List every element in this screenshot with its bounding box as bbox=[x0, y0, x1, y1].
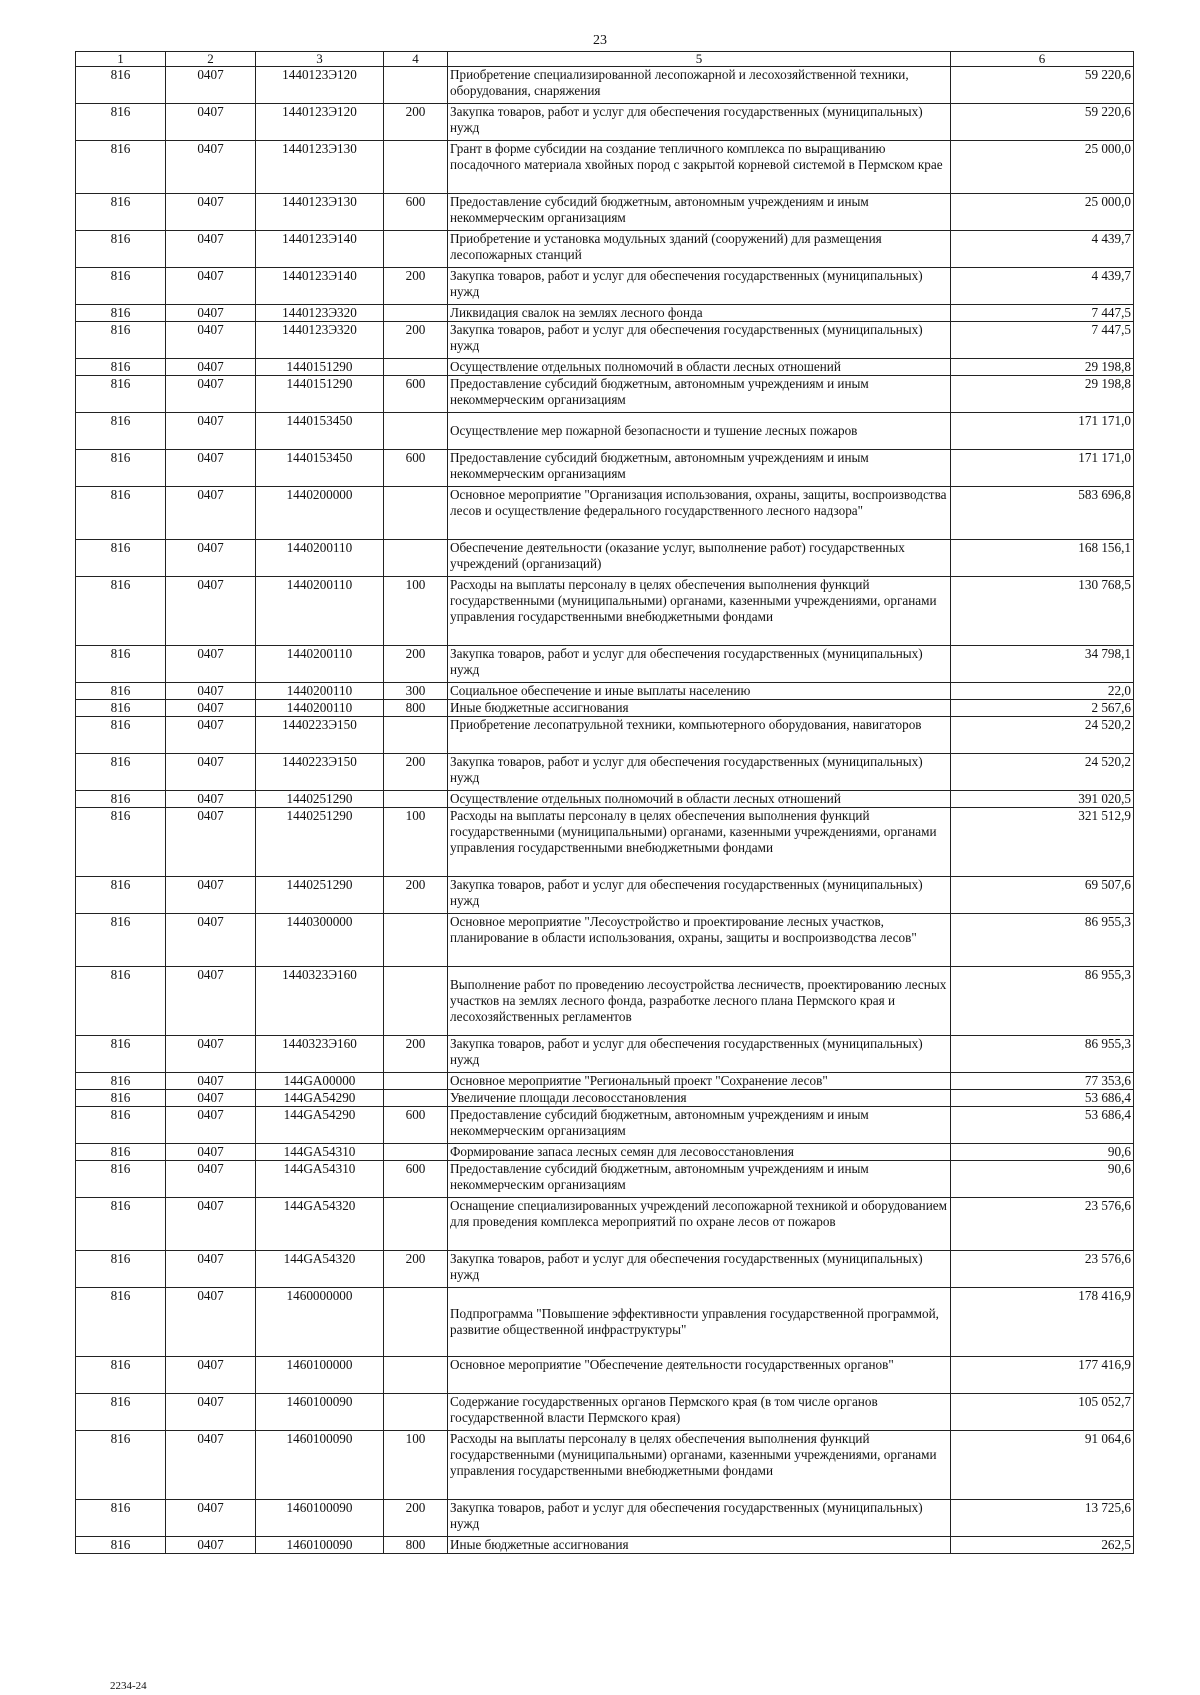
amount: 53 686,4 bbox=[951, 1090, 1134, 1107]
expense-description: Подпрограмма "Повышение эффективности управления государственной программой, развитие общественной инфраструктуры" bbox=[448, 1288, 951, 1357]
expense-type-code bbox=[384, 717, 448, 754]
expense-description: Предоставление субсидий бюджетным, автономным учреждениям и иным некоммерческим организациям bbox=[448, 194, 951, 231]
target-article-code: 1460100090 bbox=[256, 1431, 384, 1500]
table-row bbox=[76, 1090, 1134, 1107]
section-code: 0407 bbox=[166, 877, 256, 914]
table-row bbox=[76, 1288, 1134, 1357]
column-header: 6 bbox=[951, 52, 1134, 67]
expense-type-code bbox=[384, 487, 448, 540]
table-row bbox=[76, 683, 1134, 700]
section-code: 0407 bbox=[166, 1144, 256, 1161]
expense-description: Закупка товаров, работ и услуг для обеспечения государственных (муниципальных) нужд bbox=[448, 322, 951, 359]
expense-type-code: 200 bbox=[384, 1500, 448, 1537]
table-row bbox=[76, 967, 1134, 1036]
expense-type-code: 800 bbox=[384, 700, 448, 717]
expense-type-code bbox=[384, 1357, 448, 1394]
expense-description: Осуществление отдельных полномочий в области лесных отношений bbox=[448, 359, 951, 376]
expense-description: Оснащение специализированных учреждений лесопожарной техникой и оборудованием для проведения комплекса мероприятий по охране лесов от пожаров bbox=[448, 1198, 951, 1251]
section-code: 0407 bbox=[166, 577, 256, 646]
expense-description: Обеспечение деятельности (оказание услуг, выполнение работ) государственных учреждений (организаций) bbox=[448, 540, 951, 577]
section-code: 0407 bbox=[166, 1107, 256, 1144]
ministry-code: 816 bbox=[76, 376, 166, 413]
expense-type-code: 200 bbox=[384, 322, 448, 359]
table-row bbox=[76, 1073, 1134, 1090]
section-code: 0407 bbox=[166, 487, 256, 540]
table-row bbox=[76, 268, 1134, 305]
expense-type-code bbox=[384, 1198, 448, 1251]
ministry-code: 816 bbox=[76, 231, 166, 268]
target-article-code: 1440323Э160 bbox=[256, 1036, 384, 1073]
amount: 91 064,6 bbox=[951, 1431, 1134, 1500]
target-article-code: 1440151290 bbox=[256, 376, 384, 413]
amount: 90,6 bbox=[951, 1161, 1134, 1198]
section-code: 0407 bbox=[166, 791, 256, 808]
target-article-code: 1440200110 bbox=[256, 683, 384, 700]
amount: 171 171,0 bbox=[951, 413, 1134, 450]
section-code: 0407 bbox=[166, 914, 256, 967]
table-row bbox=[76, 1198, 1134, 1251]
target-article-code: 1460100090 bbox=[256, 1537, 384, 1554]
expense-description: Закупка товаров, работ и услуг для обеспечения государственных (муниципальных) нужд bbox=[448, 268, 951, 305]
expense-description: Закупка товаров, работ и услуг для обеспечения государственных (муниципальных) нужд bbox=[448, 1251, 951, 1288]
table-row bbox=[76, 376, 1134, 413]
target-article-code: 1440151290 bbox=[256, 359, 384, 376]
table-row bbox=[76, 413, 1134, 450]
amount: 391 020,5 bbox=[951, 791, 1134, 808]
expense-type-code: 100 bbox=[384, 577, 448, 646]
column-header: 3 bbox=[256, 52, 384, 67]
amount: 321 512,9 bbox=[951, 808, 1134, 877]
expense-type-code bbox=[384, 359, 448, 376]
section-code: 0407 bbox=[166, 1036, 256, 1073]
target-article-code: 1460100090 bbox=[256, 1394, 384, 1431]
target-article-code: 144GA54320 bbox=[256, 1251, 384, 1288]
expense-type-code: 200 bbox=[384, 877, 448, 914]
expense-type-code bbox=[384, 67, 448, 104]
table-row bbox=[76, 359, 1134, 376]
section-code: 0407 bbox=[166, 1431, 256, 1500]
amount: 69 507,6 bbox=[951, 877, 1134, 914]
target-article-code: 1440153450 bbox=[256, 413, 384, 450]
expense-type-code bbox=[384, 967, 448, 1036]
expense-description: Основное мероприятие "Региональный проект "Сохранение лесов" bbox=[448, 1073, 951, 1090]
table-row bbox=[76, 1357, 1134, 1394]
section-code: 0407 bbox=[166, 540, 256, 577]
expense-type-code bbox=[384, 1288, 448, 1357]
amount: 7 447,5 bbox=[951, 322, 1134, 359]
ministry-code: 816 bbox=[76, 967, 166, 1036]
section-code: 0407 bbox=[166, 808, 256, 877]
expense-description: Увеличение площади лесовосстановления bbox=[448, 1090, 951, 1107]
table-row bbox=[76, 67, 1134, 104]
ministry-code: 816 bbox=[76, 808, 166, 877]
ministry-code: 816 bbox=[76, 1537, 166, 1554]
expense-type-code bbox=[384, 1073, 448, 1090]
expense-description: Иные бюджетные ассигнования bbox=[448, 1537, 951, 1554]
amount: 25 000,0 bbox=[951, 194, 1134, 231]
expense-type-code bbox=[384, 540, 448, 577]
target-article-code: 1460100090 bbox=[256, 1500, 384, 1537]
expense-type-code: 600 bbox=[384, 194, 448, 231]
target-article-code: 1460100000 bbox=[256, 1357, 384, 1394]
section-code: 0407 bbox=[166, 967, 256, 1036]
amount: 130 768,5 bbox=[951, 577, 1134, 646]
expense-type-code: 100 bbox=[384, 1431, 448, 1500]
ministry-code: 816 bbox=[76, 322, 166, 359]
expense-description: Основное мероприятие "Организация использования, охраны, защиты, воспроизводства лесов и осуществление федерального государственного лесного надзора" bbox=[448, 487, 951, 540]
expense-type-code: 800 bbox=[384, 1537, 448, 1554]
target-article-code: 1440300000 bbox=[256, 914, 384, 967]
table-row bbox=[76, 914, 1134, 967]
ministry-code: 816 bbox=[76, 577, 166, 646]
budget-table bbox=[75, 51, 1134, 1554]
target-article-code: 1440323Э160 bbox=[256, 967, 384, 1036]
ministry-code: 816 bbox=[76, 305, 166, 322]
table-row bbox=[76, 1107, 1134, 1144]
amount: 178 416,9 bbox=[951, 1288, 1134, 1357]
ministry-code: 816 bbox=[76, 1107, 166, 1144]
ministry-code: 816 bbox=[76, 1394, 166, 1431]
ministry-code: 816 bbox=[76, 141, 166, 194]
ministry-code: 816 bbox=[76, 194, 166, 231]
column-header: 5 bbox=[448, 52, 951, 67]
ministry-code: 816 bbox=[76, 646, 166, 683]
section-code: 0407 bbox=[166, 376, 256, 413]
expense-description: Предоставление субсидий бюджетным, автономным учреждениям и иным некоммерческим организациям bbox=[448, 1161, 951, 1198]
ministry-code: 816 bbox=[76, 450, 166, 487]
amount: 29 198,8 bbox=[951, 359, 1134, 376]
ministry-code: 816 bbox=[76, 1288, 166, 1357]
table-row bbox=[76, 877, 1134, 914]
amount: 29 198,8 bbox=[951, 376, 1134, 413]
expense-description: Выполнение работ по проведению лесоустройства лесничеств, проектированию лесных участков на землях лесного фонда, разработке лесного плана Пермского края и лесохозяйственных регламентов bbox=[448, 967, 951, 1036]
expense-description: Грант в форме субсидии на создание тепличного комплекса по выращиванию посадочного материала хвойных пород с закрытой корневой системой в Пермском крае bbox=[448, 141, 951, 194]
ministry-code: 816 bbox=[76, 1431, 166, 1500]
expense-type-code: 300 bbox=[384, 683, 448, 700]
section-code: 0407 bbox=[166, 646, 256, 683]
amount: 4 439,7 bbox=[951, 268, 1134, 305]
expense-description: Социальное обеспечение и иные выплаты населению bbox=[448, 683, 951, 700]
target-article-code: 1440200110 bbox=[256, 646, 384, 683]
expense-description: Основное мероприятие "Обеспечение деятельности государственных органов" bbox=[448, 1357, 951, 1394]
expense-description: Расходы на выплаты персоналу в целях обеспечения выполнения функций государственными (муниципальными) органами, казенными учреждениями, органами управления государственными внебюджетными фондами bbox=[448, 1431, 951, 1500]
ministry-code: 816 bbox=[76, 1251, 166, 1288]
target-article-code: 144GA54310 bbox=[256, 1144, 384, 1161]
table-row bbox=[76, 194, 1134, 231]
expense-type-code: 200 bbox=[384, 1251, 448, 1288]
column-header: 1 bbox=[76, 52, 166, 67]
section-code: 0407 bbox=[166, 322, 256, 359]
table-row bbox=[76, 754, 1134, 791]
section-code: 0407 bbox=[166, 104, 256, 141]
expense-description: Приобретение специализированной лесопожарной и лесохозяйственной техники, оборудования, снаряжения bbox=[448, 67, 951, 104]
table-row bbox=[76, 1161, 1134, 1198]
expense-type-code: 200 bbox=[384, 268, 448, 305]
amount: 583 696,8 bbox=[951, 487, 1134, 540]
amount: 2 567,6 bbox=[951, 700, 1134, 717]
target-article-code: 144GA54290 bbox=[256, 1090, 384, 1107]
section-code: 0407 bbox=[166, 754, 256, 791]
table-row bbox=[76, 231, 1134, 268]
table-body bbox=[76, 67, 1134, 1554]
amount: 59 220,6 bbox=[951, 67, 1134, 104]
section-code: 0407 bbox=[166, 700, 256, 717]
ministry-code: 816 bbox=[76, 1357, 166, 1394]
amount: 177 416,9 bbox=[951, 1357, 1134, 1394]
target-article-code: 1440251290 bbox=[256, 791, 384, 808]
amount: 4 439,7 bbox=[951, 231, 1134, 268]
target-article-code: 1440200110 bbox=[256, 577, 384, 646]
amount: 24 520,2 bbox=[951, 717, 1134, 754]
target-article-code: 1440223Э150 bbox=[256, 754, 384, 791]
table-row bbox=[76, 1537, 1134, 1554]
section-code: 0407 bbox=[166, 1161, 256, 1198]
expense-type-code bbox=[384, 791, 448, 808]
document-code: 2234-24 bbox=[110, 1680, 147, 1692]
expense-type-code: 600 bbox=[384, 376, 448, 413]
section-code: 0407 bbox=[166, 268, 256, 305]
ministry-code: 816 bbox=[76, 104, 166, 141]
section-code: 0407 bbox=[166, 67, 256, 104]
expense-type-code bbox=[384, 1090, 448, 1107]
amount: 23 576,6 bbox=[951, 1198, 1134, 1251]
amount: 7 447,5 bbox=[951, 305, 1134, 322]
section-code: 0407 bbox=[166, 1073, 256, 1090]
expense-type-code: 600 bbox=[384, 1107, 448, 1144]
table-row bbox=[76, 1251, 1134, 1288]
table-row bbox=[76, 717, 1134, 754]
expense-type-code bbox=[384, 1144, 448, 1161]
section-code: 0407 bbox=[166, 231, 256, 268]
expense-type-code: 100 bbox=[384, 808, 448, 877]
expense-description: Формирование запаса лесных семян для лесовосстановления bbox=[448, 1144, 951, 1161]
table-row bbox=[76, 305, 1134, 322]
amount: 105 052,7 bbox=[951, 1394, 1134, 1431]
ministry-code: 816 bbox=[76, 487, 166, 540]
expense-description: Расходы на выплаты персоналу в целях обеспечения выполнения функций государственными (муниципальными) органами, казенными учреждениями, органами управления государственными внебюджетными фондами bbox=[448, 577, 951, 646]
expense-description: Приобретение лесопатрульной техники, компьютерного оборудования, навигаторов bbox=[448, 717, 951, 754]
table-row bbox=[76, 791, 1134, 808]
amount: 59 220,6 bbox=[951, 104, 1134, 141]
section-code: 0407 bbox=[166, 413, 256, 450]
table-row bbox=[76, 1431, 1134, 1500]
expense-description: Предоставление субсидий бюджетным, автономным учреждениям и иным некоммерческим организациям bbox=[448, 376, 951, 413]
target-article-code: 144GA54320 bbox=[256, 1198, 384, 1251]
section-code: 0407 bbox=[166, 450, 256, 487]
table-row bbox=[76, 540, 1134, 577]
amount: 22,0 bbox=[951, 683, 1134, 700]
section-code: 0407 bbox=[166, 305, 256, 322]
table-row bbox=[76, 808, 1134, 877]
target-article-code: 1440200110 bbox=[256, 540, 384, 577]
target-article-code: 1440251290 bbox=[256, 877, 384, 914]
table-row bbox=[76, 1500, 1134, 1537]
expense-type-code bbox=[384, 413, 448, 450]
amount: 86 955,3 bbox=[951, 967, 1134, 1036]
section-code: 0407 bbox=[166, 1251, 256, 1288]
table-row bbox=[76, 646, 1134, 683]
expense-description: Основное мероприятие "Лесоустройство и проектирование лесных участков, планирование в области использования, охраны, защиты и воспроизводства лесов" bbox=[448, 914, 951, 967]
expense-description: Закупка товаров, работ и услуг для обеспечения государственных (муниципальных) нужд bbox=[448, 1036, 951, 1073]
table-row bbox=[76, 1036, 1134, 1073]
expense-description: Закупка товаров, работ и услуг для обеспечения государственных (муниципальных) нужд bbox=[448, 877, 951, 914]
section-code: 0407 bbox=[166, 1198, 256, 1251]
ministry-code: 816 bbox=[76, 754, 166, 791]
section-code: 0407 bbox=[166, 1090, 256, 1107]
target-article-code: 144GA54310 bbox=[256, 1161, 384, 1198]
amount: 77 353,6 bbox=[951, 1073, 1134, 1090]
expense-type-code: 600 bbox=[384, 1161, 448, 1198]
section-code: 0407 bbox=[166, 359, 256, 376]
expense-description: Закупка товаров, работ и услуг для обеспечения государственных (муниципальных) нужд bbox=[448, 104, 951, 141]
ministry-code: 816 bbox=[76, 717, 166, 754]
target-article-code: 1440251290 bbox=[256, 808, 384, 877]
amount: 86 955,3 bbox=[951, 1036, 1134, 1073]
target-article-code: 1440123Э320 bbox=[256, 322, 384, 359]
expense-description: Иные бюджетные ассигнования bbox=[448, 700, 951, 717]
ministry-code: 816 bbox=[76, 1036, 166, 1073]
table-row bbox=[76, 1144, 1134, 1161]
target-article-code: 1460000000 bbox=[256, 1288, 384, 1357]
expense-type-code bbox=[384, 914, 448, 967]
expense-type-code bbox=[384, 231, 448, 268]
target-article-code: 1440200000 bbox=[256, 487, 384, 540]
ministry-code: 816 bbox=[76, 683, 166, 700]
ministry-code: 816 bbox=[76, 877, 166, 914]
section-code: 0407 bbox=[166, 1394, 256, 1431]
amount: 24 520,2 bbox=[951, 754, 1134, 791]
expense-type-code bbox=[384, 305, 448, 322]
ministry-code: 816 bbox=[76, 413, 166, 450]
target-article-code: 144GA00000 bbox=[256, 1073, 384, 1090]
table-header bbox=[76, 52, 1134, 67]
target-article-code: 1440123Э120 bbox=[256, 67, 384, 104]
ministry-code: 816 bbox=[76, 540, 166, 577]
amount: 13 725,6 bbox=[951, 1500, 1134, 1537]
expense-description: Закупка товаров, работ и услуг для обеспечения государственных (муниципальных) нужд bbox=[448, 1500, 951, 1537]
ministry-code: 816 bbox=[76, 1090, 166, 1107]
column-header: 2 bbox=[166, 52, 256, 67]
table-row bbox=[76, 577, 1134, 646]
section-code: 0407 bbox=[166, 1500, 256, 1537]
target-article-code: 144GA54290 bbox=[256, 1107, 384, 1144]
target-article-code: 1440123Э140 bbox=[256, 231, 384, 268]
target-article-code: 1440200110 bbox=[256, 700, 384, 717]
amount: 90,6 bbox=[951, 1144, 1134, 1161]
amount: 25 000,0 bbox=[951, 141, 1134, 194]
target-article-code: 1440123Э140 bbox=[256, 268, 384, 305]
table-row bbox=[76, 487, 1134, 540]
table-row bbox=[76, 104, 1134, 141]
expense-description: Закупка товаров, работ и услуг для обеспечения государственных (муниципальных) нужд bbox=[448, 754, 951, 791]
expense-description: Предоставление субсидий бюджетным, автономным учреждениям и иным некоммерческим организациям bbox=[448, 450, 951, 487]
ministry-code: 816 bbox=[76, 791, 166, 808]
target-article-code: 1440123Э320 bbox=[256, 305, 384, 322]
expense-type-code: 200 bbox=[384, 646, 448, 683]
amount: 34 798,1 bbox=[951, 646, 1134, 683]
amount: 168 156,1 bbox=[951, 540, 1134, 577]
ministry-code: 816 bbox=[76, 700, 166, 717]
expense-description: Осуществление мер пожарной безопасности и тушение лесных пожаров bbox=[448, 413, 951, 450]
target-article-code: 1440123Э120 bbox=[256, 104, 384, 141]
amount: 171 171,0 bbox=[951, 450, 1134, 487]
amount: 53 686,4 bbox=[951, 1107, 1134, 1144]
ministry-code: 816 bbox=[76, 1144, 166, 1161]
section-code: 0407 bbox=[166, 1537, 256, 1554]
section-code: 0407 bbox=[166, 1357, 256, 1394]
expense-type-code bbox=[384, 1394, 448, 1431]
expense-type-code: 200 bbox=[384, 1036, 448, 1073]
section-code: 0407 bbox=[166, 683, 256, 700]
ministry-code: 816 bbox=[76, 914, 166, 967]
target-article-code: 1440223Э150 bbox=[256, 717, 384, 754]
ministry-code: 816 bbox=[76, 1073, 166, 1090]
table-row bbox=[76, 700, 1134, 717]
expense-description: Закупка товаров, работ и услуг для обеспечения государственных (муниципальных) нужд bbox=[448, 646, 951, 683]
expense-description: Расходы на выплаты персоналу в целях обеспечения выполнения функций государственными (муниципальными) органами, казенными учреждениями, органами управления государственными внебюджетными фондами bbox=[448, 808, 951, 877]
expense-description: Осуществление отдельных полномочий в области лесных отношений bbox=[448, 791, 951, 808]
section-code: 0407 bbox=[166, 194, 256, 231]
table-row bbox=[76, 1394, 1134, 1431]
expense-description: Ликвидация свалок на землях лесного фонда bbox=[448, 305, 951, 322]
page-number: 23 bbox=[593, 33, 607, 48]
expense-type-code: 200 bbox=[384, 104, 448, 141]
expense-type-code: 600 bbox=[384, 450, 448, 487]
table-row bbox=[76, 450, 1134, 487]
table-row bbox=[76, 141, 1134, 194]
table-row bbox=[76, 322, 1134, 359]
ministry-code: 816 bbox=[76, 1198, 166, 1251]
target-article-code: 1440123Э130 bbox=[256, 141, 384, 194]
expense-description: Предоставление субсидий бюджетным, автономным учреждениям и иным некоммерческим организациям bbox=[448, 1107, 951, 1144]
expense-type-code bbox=[384, 141, 448, 194]
amount: 86 955,3 bbox=[951, 914, 1134, 967]
column-header: 4 bbox=[384, 52, 448, 67]
expense-type-code: 200 bbox=[384, 754, 448, 791]
ministry-code: 816 bbox=[76, 359, 166, 376]
ministry-code: 816 bbox=[76, 1161, 166, 1198]
ministry-code: 816 bbox=[76, 1500, 166, 1537]
expense-description: Содержание государственных органов Пермского края (в том числе органов государственной власти Пермского края) bbox=[448, 1394, 951, 1431]
ministry-code: 816 bbox=[76, 67, 166, 104]
target-article-code: 1440123Э130 bbox=[256, 194, 384, 231]
section-code: 0407 bbox=[166, 1288, 256, 1357]
expense-description: Приобретение и установка модульных зданий (сооружений) для размещения лесопожарных станций bbox=[448, 231, 951, 268]
section-code: 0407 bbox=[166, 141, 256, 194]
ministry-code: 816 bbox=[76, 268, 166, 305]
target-article-code: 1440153450 bbox=[256, 450, 384, 487]
section-code: 0407 bbox=[166, 717, 256, 754]
amount: 262,5 bbox=[951, 1537, 1134, 1554]
amount: 23 576,6 bbox=[951, 1251, 1134, 1288]
